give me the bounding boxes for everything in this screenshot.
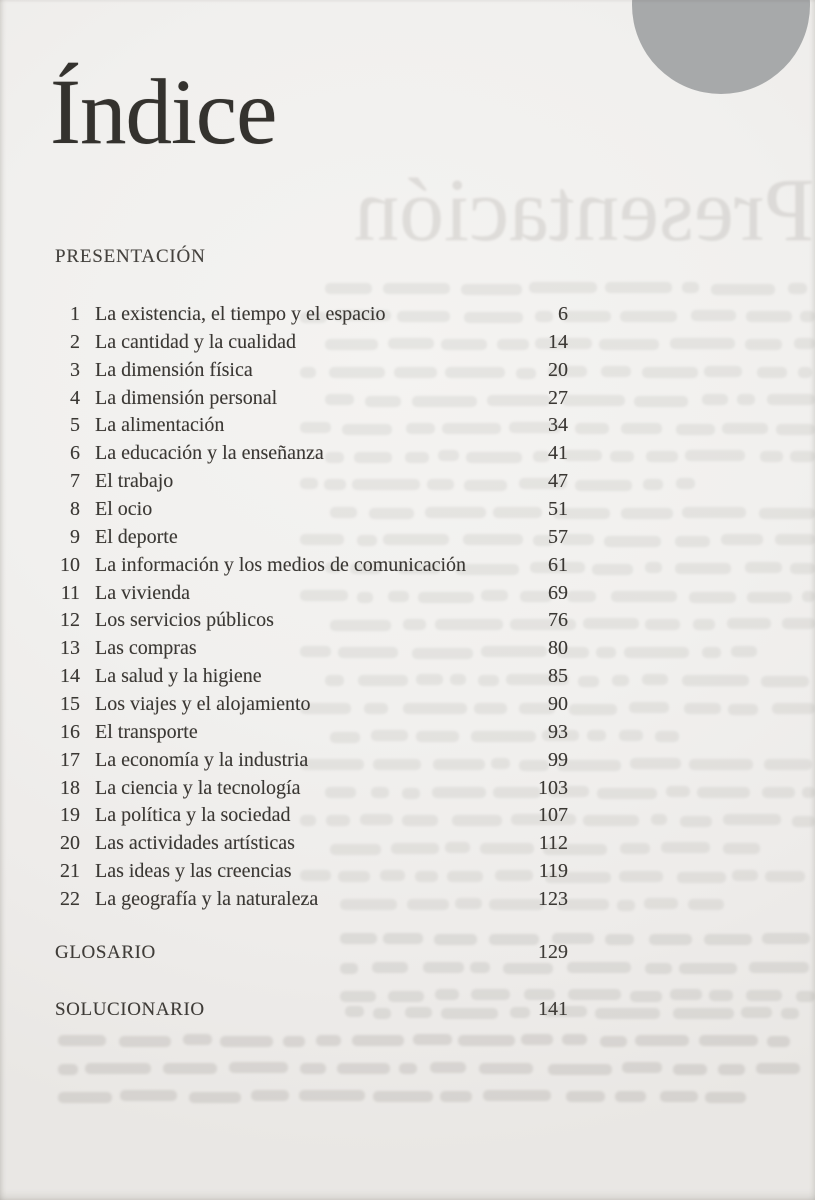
toc-row <box>55 526 568 554</box>
chapter-title: Los viajes y el alojamiento <box>95 693 311 716</box>
chapter-title: La geografía y la naturaleza <box>95 888 319 911</box>
chapter-number: 21 <box>60 860 80 883</box>
chapter-number: 18 <box>60 776 80 799</box>
ghost-presentacion-title: Presentación <box>354 161 814 260</box>
chapter-number: 2 <box>70 330 80 353</box>
chapter-number: 3 <box>70 358 80 381</box>
toc-row <box>55 331 568 359</box>
chapter-page-number: 93 <box>548 720 568 743</box>
chapter-page-number: 57 <box>548 525 568 548</box>
chapter-page-number: 123 <box>538 888 568 911</box>
page-title: Índice <box>50 61 277 164</box>
chapter-title: Las compras <box>95 637 197 660</box>
chapter-number: 9 <box>70 525 80 548</box>
chapter-title: Las actividades artísticas <box>95 832 295 855</box>
toc-row <box>55 442 568 470</box>
chapter-number: 7 <box>70 470 80 493</box>
chapter-page-number: 34 <box>548 414 568 437</box>
chapter-number: 5 <box>70 414 80 437</box>
toc-row <box>55 721 568 749</box>
toc-row <box>55 359 568 387</box>
chapter-title: La vivienda <box>95 581 190 604</box>
chapter-page-number: 85 <box>548 665 568 688</box>
toc-row <box>55 414 568 442</box>
chapter-page-number: 27 <box>548 386 568 409</box>
chapter-page-number: 14 <box>548 330 568 353</box>
chapter-page-number: 107 <box>538 804 568 827</box>
chapter-title: La educación y la enseñanza <box>95 442 324 465</box>
chapter-title: Los servicios públicos <box>95 609 274 632</box>
back-section-label: GLOSARIO <box>55 942 156 963</box>
toc-row <box>55 470 568 498</box>
chapter-page-number: 112 <box>538 832 568 855</box>
toc-row <box>55 888 568 916</box>
back-section-page-number: 129 <box>538 941 568 963</box>
chapter-number: 17 <box>60 748 80 771</box>
chapter-title: La salud y la higiene <box>95 665 262 688</box>
toc-row <box>55 777 568 805</box>
chapter-number: 16 <box>60 720 80 743</box>
chapter-page-number: 51 <box>548 498 568 521</box>
chapter-title: La ciencia y la tecnología <box>95 776 301 799</box>
chapter-page-number: 103 <box>538 776 568 799</box>
chapter-title: La política y la sociedad <box>95 804 291 827</box>
chapter-number: 10 <box>60 553 80 576</box>
back-section-page-number: 141 <box>538 998 568 1020</box>
chapter-number: 8 <box>70 498 80 521</box>
chapter-title: La dimensión personal <box>95 386 278 409</box>
back-section-label: SOLUCIONARIO <box>55 999 205 1020</box>
toc-list <box>55 303 568 916</box>
chapter-page-number: 41 <box>548 442 568 465</box>
toc-row <box>55 637 568 665</box>
chapter-number: 12 <box>60 609 80 632</box>
chapter-page-number: 6 <box>558 303 568 325</box>
chapter-page-number: 76 <box>548 609 568 632</box>
chapter-page-number: 61 <box>548 553 568 576</box>
chapter-page-number: 47 <box>548 470 568 493</box>
toc-row <box>55 303 568 331</box>
toc-entry-presentacion: PRESENTACIÓN <box>55 246 206 267</box>
chapter-number: 22 <box>60 888 80 911</box>
toc-row <box>55 387 568 415</box>
chapter-title: La información y los medios de comunicación <box>95 553 467 576</box>
toc-row <box>55 554 568 582</box>
toc-row <box>55 665 568 693</box>
toc-row <box>55 804 568 832</box>
chapter-title: La alimentación <box>95 414 225 437</box>
toc-back-sections <box>55 941 568 1055</box>
chapter-number: 19 <box>60 804 80 827</box>
chapter-number: 1 <box>70 303 80 325</box>
toc-back-row <box>55 941 568 969</box>
chapter-title: El ocio <box>95 498 153 521</box>
toc-row <box>55 693 568 721</box>
chapter-page-number: 119 <box>538 860 568 883</box>
chapter-page-number: 20 <box>548 358 568 381</box>
chapter-title: Las ideas y las creencias <box>95 860 292 883</box>
toc-row <box>55 582 568 610</box>
chapter-number: 6 <box>70 442 80 465</box>
toc-row <box>55 832 568 860</box>
toc-row <box>55 498 568 526</box>
toc-row <box>55 609 568 637</box>
chapter-title: La cantidad y la cualidad <box>95 330 297 353</box>
chapter-number: 14 <box>60 665 80 688</box>
chapter-page-number: 69 <box>548 581 568 604</box>
chapter-title: El trabajo <box>95 470 174 493</box>
toc-back-row <box>55 998 568 1026</box>
chapter-number: 13 <box>60 637 80 660</box>
chapter-number: 15 <box>60 693 80 716</box>
chapter-page-number: 90 <box>548 693 568 716</box>
toc-row <box>55 749 568 777</box>
chapter-title: La economía y la industria <box>95 748 309 771</box>
chapter-title: La dimensión física <box>95 358 253 381</box>
toc-row <box>55 860 568 888</box>
chapter-title: El transporte <box>95 720 198 743</box>
chapter-title: El deporte <box>95 525 178 548</box>
chapter-number: 11 <box>60 581 80 604</box>
chapter-number: 20 <box>60 832 80 855</box>
chapter-page-number: 80 <box>548 637 568 660</box>
chapter-number: 4 <box>70 386 80 409</box>
chapter-page-number: 99 <box>548 748 568 771</box>
chapter-title: La existencia, el tiempo y el espacio <box>95 303 386 325</box>
